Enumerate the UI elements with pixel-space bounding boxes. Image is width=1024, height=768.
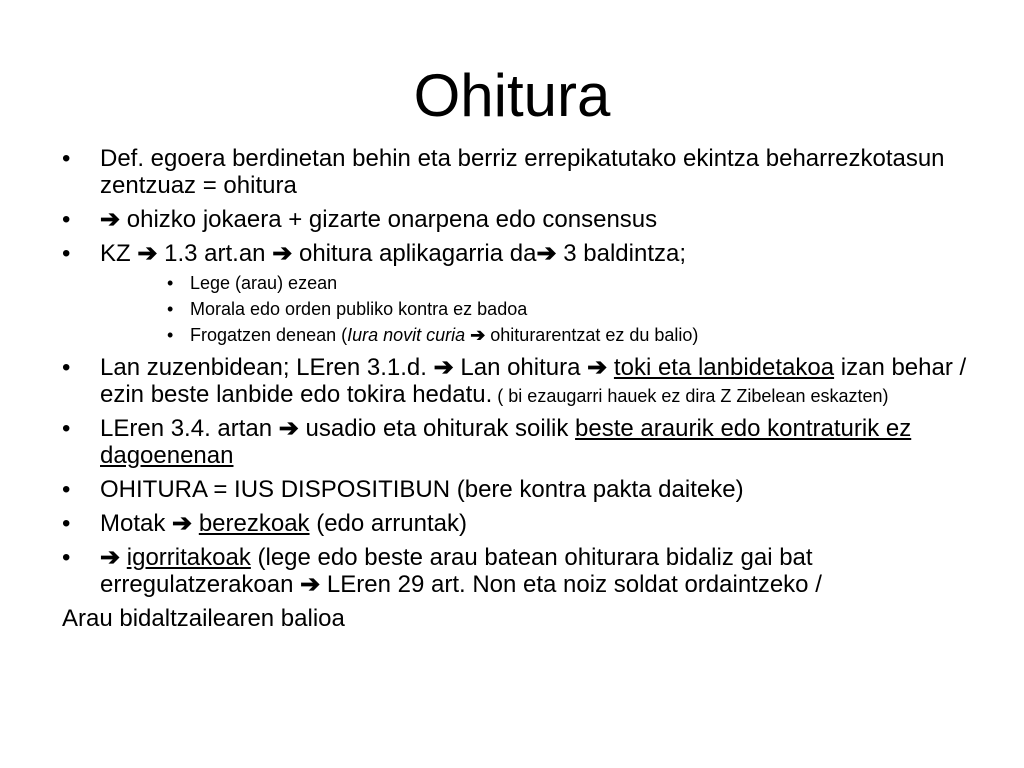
bullet-marker: •: [167, 325, 174, 345]
bullet-item-lan-zuzenbidea: [62, 354, 992, 408]
bullet-marker: •: [62, 510, 71, 537]
arrow-icon: ➔: [100, 544, 121, 571]
underlined-text: beste araurik edo kontraturik ez dagoenenan: [100, 415, 912, 469]
item-note: ( bi ezaugarri hauek ez dira Z Zibelean eskazten): [492, 386, 889, 406]
bullet-item-consensus: [62, 206, 992, 233]
item-text: 1.3 art.an: [157, 240, 273, 267]
sub-item: [62, 298, 992, 320]
sub-item: [62, 324, 992, 346]
bullet-item-ius-dispositibun: [62, 476, 992, 503]
bullet-marker: •: [62, 145, 71, 172]
item-text: (lege edo beste arau batean ohiturara bidaliz gai bat erregulatzerakoan: [100, 544, 813, 598]
item-text: LEren 29 art. Non eta noiz soldat ordaintzeko /: [320, 571, 822, 598]
bullet-item-kz: [62, 240, 992, 267]
bullet-item-definition: [62, 145, 992, 199]
item-text: ohizko jokaera + gizarte onarpena edo consensus: [120, 206, 658, 233]
bullet-item-igorritakoak: [62, 544, 992, 598]
item-text: Lan ohitura: [453, 354, 588, 381]
arrow-icon: ➔: [272, 240, 293, 267]
slide-content: [62, 145, 992, 632]
arrow-icon: ➔: [137, 240, 158, 267]
arrow-icon: ➔: [536, 240, 557, 267]
item-text: izan behar / ezin beste lanbide edo tokira hedatu.: [100, 354, 967, 408]
latin-phrase: Iura novit curia: [347, 325, 466, 345]
item-text: KZ: [100, 240, 138, 267]
arrow-icon: ➔: [433, 354, 454, 381]
sub-item-text: Lege (arau) ezean: [190, 273, 338, 293]
item-text: Lan zuzenbidean; LEren 3.1.d.: [100, 354, 434, 381]
arrow-icon: ➔: [300, 571, 321, 598]
bullet-marker: •: [62, 206, 71, 233]
item-text: LEren 3.4. artan: [100, 415, 279, 442]
slide-title: Ohitura: [413, 62, 611, 129]
bullet-marker: •: [62, 415, 71, 442]
sub-item-text: Morala edo orden publiko kontra ez badoa: [190, 299, 528, 319]
item-text: Motak: [100, 510, 173, 537]
arrow-icon: ➔: [100, 206, 121, 233]
sub-item-text: Frogatzen denean (: [190, 325, 348, 345]
bullet-marker: •: [62, 476, 71, 503]
bullet-marker: •: [62, 240, 71, 267]
bullet-item-motak: [62, 510, 992, 537]
trailing-line: Arau bidaltzailearen balioa: [62, 605, 345, 632]
arrow-icon: ➔: [470, 325, 486, 345]
underlined-text: toki eta lanbidetakoa: [613, 354, 835, 381]
item-text: 3 baldintza;: [556, 240, 686, 267]
item-text: usadio eta ohiturak soilik: [298, 415, 576, 442]
bullet-item-leren-3-4: [62, 415, 992, 469]
arrow-icon: ➔: [587, 354, 608, 381]
underlined-text: berezkoak: [198, 510, 310, 537]
arrow-icon: ➔: [172, 510, 193, 537]
bullet-marker: •: [62, 354, 71, 381]
underlined-text: igorritakoak: [126, 544, 251, 571]
sub-item-text: ohiturarentzat ez du balio): [485, 325, 699, 345]
bullet-marker: •: [167, 299, 174, 319]
sub-item: [62, 272, 992, 294]
sub-list: [62, 272, 992, 346]
item-text: OHITURA = IUS DISPOSITIBUN (bere kontra pakta daiteke): [100, 476, 744, 503]
arrow-icon: ➔: [278, 415, 299, 442]
item-text: ohitura aplikagarria da: [292, 240, 537, 267]
bullet-marker: •: [167, 273, 174, 293]
item-text: Def. egoera berdinetan behin eta berriz errepikatutako ekintza beharrezkotasun zentzuaz = ohitura: [100, 145, 945, 199]
bullet-marker: •: [62, 544, 71, 571]
item-text: (edo arruntak): [309, 510, 467, 537]
